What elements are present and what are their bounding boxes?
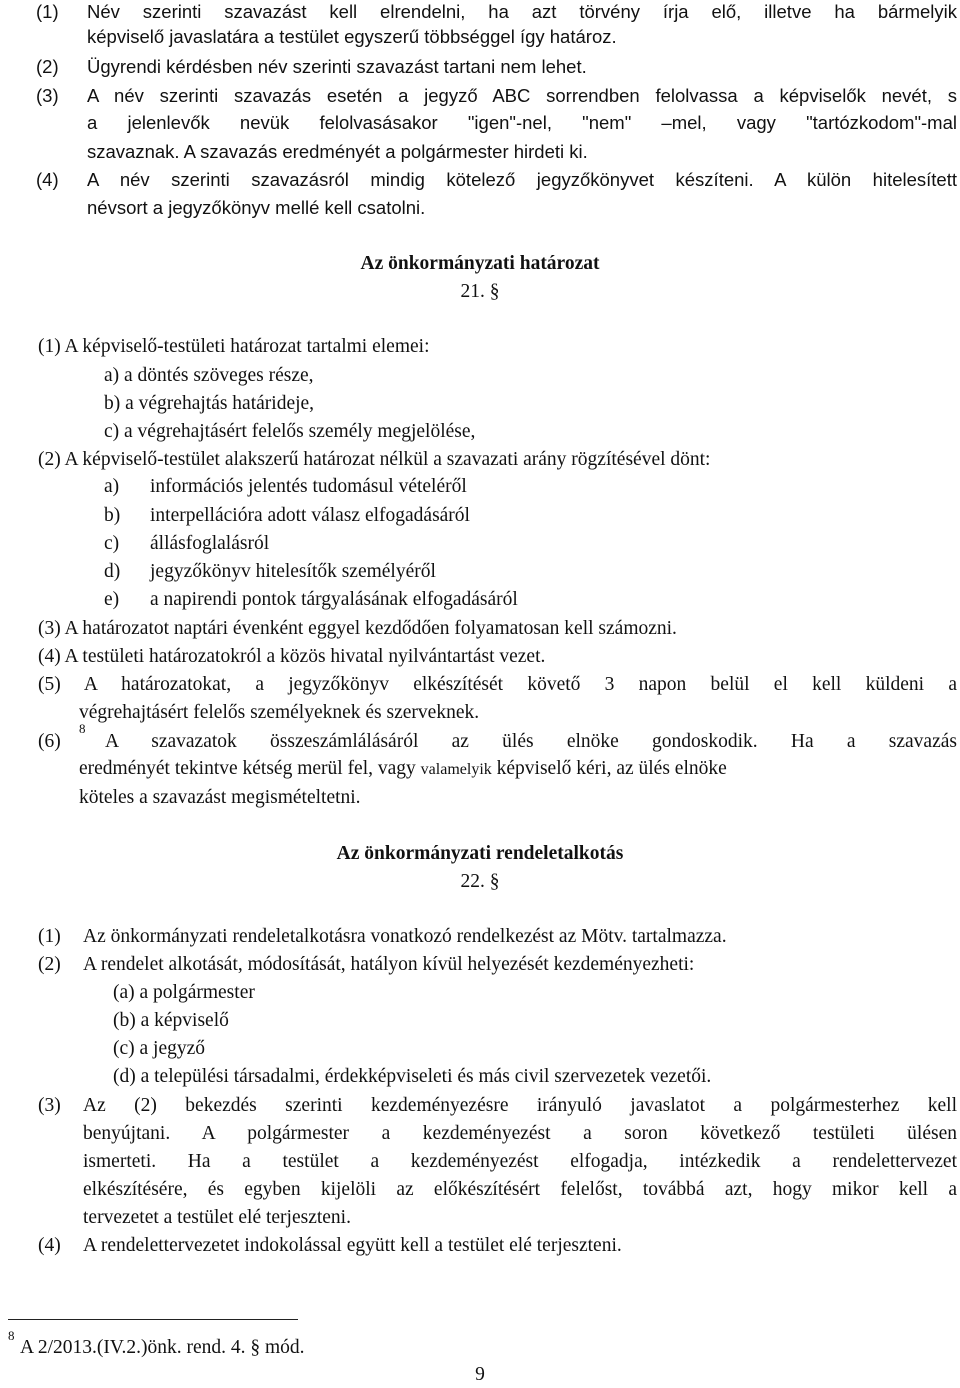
paragraph-line: végrehajtásért felelős személyeknek és szerveknek. (79, 702, 480, 723)
paragraph-line: A rendelet alkotását, módosítását, hatályon kívül helyezését kezdeményezheti: (83, 954, 695, 975)
paragraph-line: ismerteti. Ha a testület a kezdeményezést elfogadja, intézkedik a rendelettervezet (83, 1151, 957, 1172)
section-heading: Az önkormányzati rendeletalkotás (336, 843, 624, 864)
list-item: (c) a jegyző (113, 1038, 206, 1059)
list-number: (4) (38, 1235, 61, 1256)
text-run: képviselő kéri, az ülés elnöke (496, 758, 727, 779)
list-letter: d) (104, 561, 121, 582)
list-item: jegyzőkönyv hitelesítők személyéről (150, 561, 436, 582)
paragraph-line: a jelenlevők nevük felolvasásakor "igen"-nel, "nem" –mel, vagy "tartózkodom"-mal (87, 112, 957, 133)
paragraph-line: névsort a jegyzőkönyv mellé kell csatolni. (87, 197, 426, 218)
list-item: a) a döntés szöveges része, (104, 365, 314, 386)
paragraph-line: Név szerinti szavazást kell elrendelni, ha azt törvény írja elő, illetve ha bármelyik (87, 1, 957, 22)
list-item: információs jelentés tudomásul vételéről (150, 476, 467, 497)
section-number: 21. § (460, 281, 500, 302)
footnote-divider (8, 1319, 298, 1320)
list-number: (2) (36, 56, 59, 77)
text-run: eredményét tekintve kétség merül fel, vagy (79, 758, 416, 779)
list-item: interpellációra adott válasz elfogadásáról (150, 505, 470, 526)
paragraph-line: A rendelettervezetet indokolással együtt kell a testület elé terjeszteni. (83, 1235, 622, 1256)
footnote-reference: 8 (79, 721, 86, 736)
list-letter: b) (104, 505, 121, 526)
paragraph-line: Az önkormányzati rendeletalkotásra vonatkozó rendelkezést az Mötv. tartalmazza. (83, 926, 727, 947)
paragraph-line: A név szerinti szavazás esetén a jegyző ABC sorrendben felolvassa a képviselők nevét, s (87, 85, 957, 106)
section-heading: Az önkormányzati határozat (360, 253, 600, 274)
paragraph-line: köteles a szavazást megismételtetni. (79, 787, 361, 808)
list-letter: a) (104, 476, 120, 497)
paragraph-line (79, 757, 727, 782)
list-number: (3) (36, 85, 59, 106)
paragraph-line: A név szerinti szavazásról mindig kötelező jegyzőkönyvet készíteni. A külön hitelesített (87, 169, 957, 190)
list-item: (a) a polgármester (113, 982, 255, 1003)
list-item: (b) a képviselő (113, 1010, 229, 1031)
paragraph-line: A szavazatok összeszámlálásáról az ülés elnöke gondoskodik. Ha a szavazás (105, 731, 957, 752)
list-item: állásfoglalásról (150, 533, 270, 554)
list-number: (4) (36, 169, 59, 190)
list-letter: c) (104, 533, 120, 554)
list-item: (d) a települési társadalmi, érdekképviseleti és más civil szervezetek vezetői. (113, 1066, 712, 1087)
footnote-text: A 2/2013.(IV.2.)önk. rend. 4. § mód. (20, 1337, 305, 1358)
paragraph-line: Az (2) bekezdés szerinti kezdeményezésre irányuló javaslatot a polgármesterhez kell (83, 1095, 957, 1116)
paragraph-line: (2) A képviselő-testület alakszerű határozat nélkül a szavazati arány rögzítésével dönt: (38, 449, 711, 470)
list-number: (1) (36, 1, 59, 22)
page-number: 9 (475, 1364, 485, 1385)
footnote-marker: 8 (8, 1328, 15, 1343)
list-item: c) a végrehajtásért felelős személy megjelölése, (104, 421, 476, 442)
paragraph-line: (3) A határozatot naptári évenként eggyel kezdődően folyamatosan kell számozni. (38, 618, 677, 639)
list-item: b) a végrehajtás határideje, (104, 393, 315, 414)
list-letter: e) (104, 589, 120, 610)
paragraph-line: elkészítésére, és egyben kijelöli az előkészítésért felelőst, továbbá azt, hogy mikor kell a (83, 1179, 957, 1200)
paragraph-line: (4) A testületi határozatokról a közös hivatal nyilvántartást vezet. (38, 646, 546, 667)
paragraph-line: tervezetet a testület elé terjeszteni. (83, 1207, 351, 1228)
list-number: (2) (38, 954, 61, 975)
section-number: 22. § (460, 871, 500, 892)
list-number: (1) (38, 926, 61, 947)
paragraph-line: szavaznak. A szavazás eredményét a polgármester hirdeti ki. (87, 141, 588, 162)
list-item: a napirendi pontok tárgyalásának elfogadásáról (150, 589, 518, 610)
paragraph-line: (1) A képviselő-testületi határozat tartalmi elemei: (38, 336, 430, 357)
paragraph-line: benyújtani. A polgármester a kezdeményezést a soron következő testületi ülésen (83, 1123, 957, 1144)
list-number: (6) (38, 731, 61, 752)
paragraph-line: Ügyrendi kérdésben név szerinti szavazást tartani nem lehet. (87, 56, 587, 77)
text-run-small: valamelyik (420, 761, 492, 778)
paragraph-line: (5) A határozatokat, a jegyzőkönyv elkészítését követő 3 napon belül el kell küldeni a (38, 674, 957, 695)
paragraph-line: képviselő javaslatára a testület egyszerű többséggel így határoz. (87, 26, 617, 47)
list-number: (3) (38, 1095, 61, 1116)
